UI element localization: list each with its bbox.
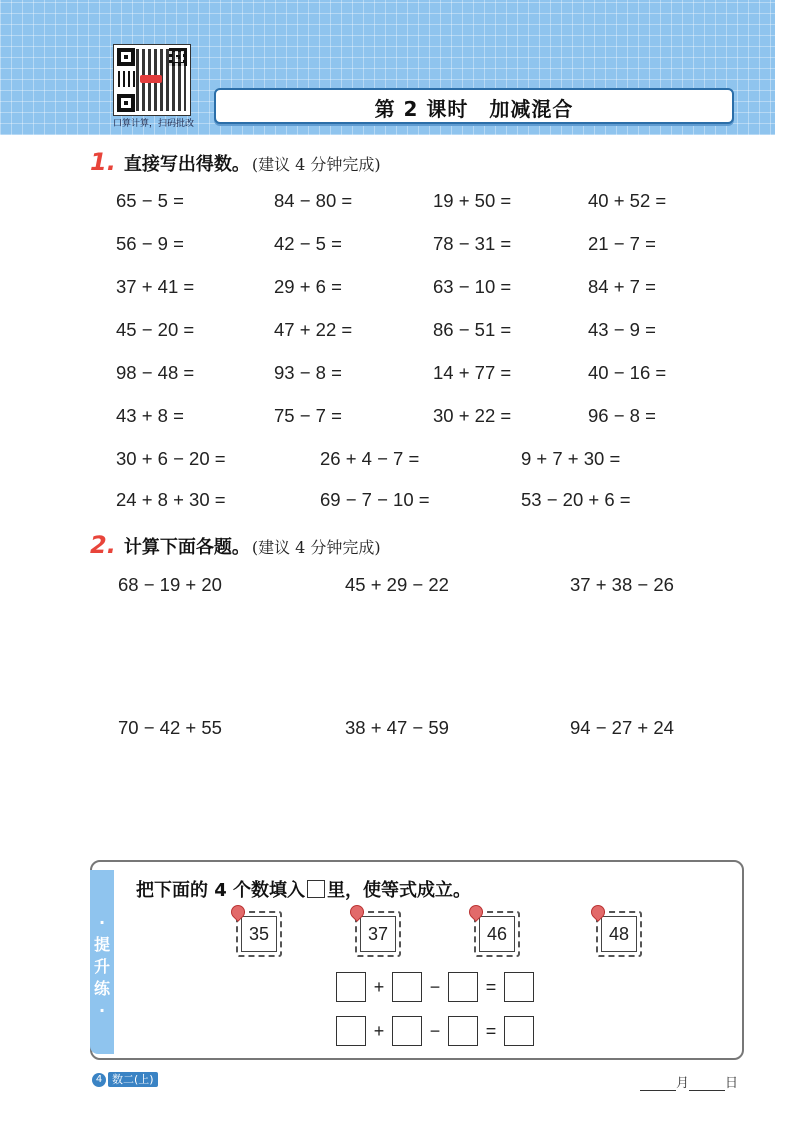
minus-sign: − xyxy=(429,976,441,997)
section-note: (建议 4 分钟完成) xyxy=(251,155,381,174)
problem: 98 − 48 = xyxy=(116,362,195,383)
month-blank[interactable] xyxy=(640,1076,676,1091)
problem: 43 + 8 = xyxy=(116,405,184,426)
problem: 43 − 9 = xyxy=(588,319,656,340)
problem: 56 − 9 = xyxy=(116,233,184,254)
calc-problem: 37 + 38 − 26 xyxy=(570,574,674,595)
answer-box[interactable] xyxy=(504,972,534,1002)
mixed-problem: 53 − 20 + 6 = xyxy=(521,489,631,510)
lesson-title: 第 2 课时 加减混合 xyxy=(374,97,574,121)
qr-finder-pattern xyxy=(117,94,135,112)
answer-box[interactable] xyxy=(392,1016,422,1046)
number-card xyxy=(596,911,642,957)
problem: 75 − 7 = xyxy=(274,405,342,426)
section-number: 2. xyxy=(90,531,116,559)
calc-problem: 45 + 29 − 22 xyxy=(345,574,449,595)
problem: 84 + 7 = xyxy=(588,276,656,297)
qr-code-icon[interactable] xyxy=(113,44,191,116)
qr-caption: 口算计算，扫码批改 xyxy=(113,119,195,129)
number-card-value: 48 xyxy=(601,916,637,952)
plus-sign: + xyxy=(373,976,385,997)
qr-badge xyxy=(140,75,162,83)
answer-box[interactable] xyxy=(336,972,366,1002)
problem: 30 + 22 = xyxy=(433,405,512,426)
problem: 14 + 77 = xyxy=(433,362,512,383)
equals-sign: = xyxy=(485,1020,497,1041)
panel-instruction xyxy=(136,876,471,902)
instruction-text: 把下面的 4 个数填入 xyxy=(136,880,306,901)
answer-box[interactable] xyxy=(448,1016,478,1046)
problem: 86 − 51 = xyxy=(433,319,512,340)
answer-box[interactable] xyxy=(448,972,478,1002)
mixed-problem: 30 + 6 − 20 = xyxy=(116,448,226,469)
problem: 63 − 10 = xyxy=(433,276,512,297)
plus-sign: + xyxy=(373,1020,385,1041)
problem: 21 − 7 = xyxy=(588,233,656,254)
answer-box[interactable] xyxy=(336,1016,366,1046)
calc-problem: 68 − 19 + 20 xyxy=(118,574,222,595)
number-card-value: 35 xyxy=(241,916,277,952)
calc-problem: 38 + 47 − 59 xyxy=(345,717,449,738)
page-number: 4 xyxy=(92,1073,106,1087)
problem: 65 − 5 = xyxy=(116,190,184,211)
section-number: 1. xyxy=(90,148,116,176)
problem: 40 + 52 = xyxy=(588,190,667,211)
equation-row xyxy=(336,972,534,1002)
qr-finder-pattern xyxy=(117,48,135,66)
number-card-value: 46 xyxy=(479,916,515,952)
side-label: ·提升练· xyxy=(94,913,111,1020)
lesson-title-bar xyxy=(214,88,734,124)
problem: 47 + 22 = xyxy=(274,319,353,340)
problem: 96 − 8 = xyxy=(588,405,656,426)
problem: 45 − 20 = xyxy=(116,319,195,340)
problem: 40 − 16 = xyxy=(588,362,667,383)
section-2-heading xyxy=(90,531,381,559)
problem: 93 − 8 = xyxy=(274,362,342,383)
month-label: 月 xyxy=(676,1076,690,1091)
problem: 19 + 50 = xyxy=(433,190,512,211)
section-1-heading xyxy=(90,148,381,176)
problem: 42 − 5 = xyxy=(274,233,342,254)
problem: 29 + 6 = xyxy=(274,276,342,297)
date-area xyxy=(640,1072,738,1091)
section-title: 直接写出得数。 xyxy=(123,154,250,175)
answer-box[interactable] xyxy=(392,972,422,1002)
qr-pattern xyxy=(118,71,136,87)
number-card-value: 37 xyxy=(360,916,396,952)
problem: 78 − 31 = xyxy=(433,233,512,254)
number-card xyxy=(355,911,401,957)
section-title: 计算下面各题。 xyxy=(123,537,250,558)
day-blank[interactable] xyxy=(689,1076,725,1091)
answer-box[interactable] xyxy=(504,1016,534,1046)
inline-box-icon xyxy=(307,880,325,898)
section-note: (建议 4 分钟完成) xyxy=(251,538,381,557)
equation-row xyxy=(336,1016,534,1046)
number-card xyxy=(236,911,282,957)
number-card xyxy=(474,911,520,957)
equals-sign: = xyxy=(485,976,497,997)
minus-sign: − xyxy=(429,1020,441,1041)
mixed-problem: 9 + 7 + 30 = xyxy=(521,448,621,469)
mixed-problem: 24 + 8 + 30 = xyxy=(116,489,226,510)
calc-problem: 70 − 42 + 55 xyxy=(118,717,222,738)
problem: 37 + 41 = xyxy=(116,276,195,297)
mixed-problem: 69 − 7 − 10 = xyxy=(320,489,430,510)
grade-label: 数二(上) xyxy=(108,1072,158,1087)
calc-problem: 94 − 27 + 24 xyxy=(570,717,674,738)
mixed-problem: 26 + 4 − 7 = xyxy=(320,448,420,469)
instruction-text: 里，使等式成立。 xyxy=(327,880,472,901)
problem: 84 − 80 = xyxy=(274,190,353,211)
day-label: 日 xyxy=(725,1076,739,1091)
